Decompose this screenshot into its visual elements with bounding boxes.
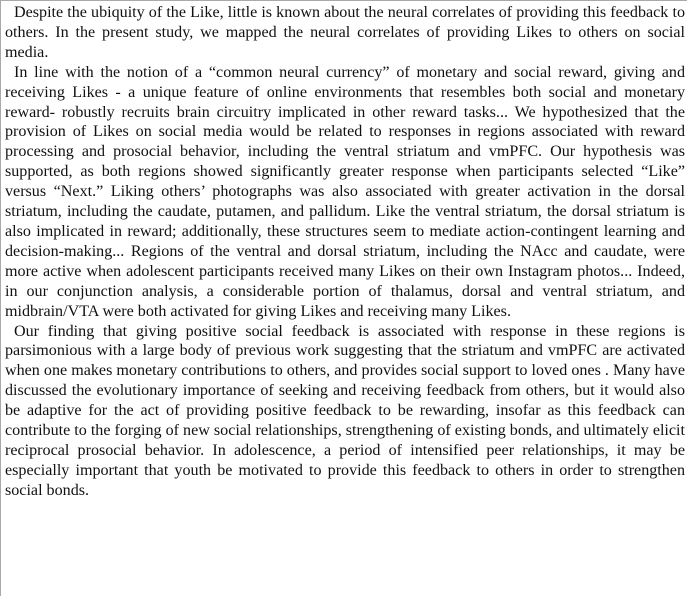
paragraph-2-text: In line with the notion of a “common neural currency” of monetary and social reward, giving and receiving Likes - a unique feature of online environments that resembles both social and monetary reward- robustly recruits brain circuitry implicated in other reward tasks... We hypothesized that the provision of Likes on social media would be related to responses in regions associated with reward processing and prosocial behavior, including the ventral striatum and vmPFC. Our hypothesis was supported, as both regions showed significantly greater response when participants selected “Like” versus “Next.” Liking others’ photographs was also associated with greater activation in the dorsal striatum, including the caudate, putamen, and pallidum. Like the ventral striatum, the dorsal striatum is also implicated in reward; additionally, these structures seem to mediate action-contingent learning and decision-making... Regions of the ventral and dorsal striatum, including the NAcc and caudate, were more active when adolescent participants received many Likes on their own Instagram photos... Indeed, in our conjunction analysis, a considerable portion of thalamus, dorsal and ventral striatum, and midbrain/VTA were both activated for giving Likes and receiving many Likes. [5,63,685,320]
paragraph-3 [5,322,685,501]
paragraph-3-text: Our finding that giving positive social feedback is associated with response in these regions is parsimonious with a large body of previous work suggesting that the striatum and vmPFC are activated when one makes monetary contributions to others, and provides social support to loved ones . Many have discussed the evolutionary importance of seeking and receiving feedback from others, but it would also be adaptive for the act of providing positive feedback to be rewarding, insofar as this feedback can contribute to the forging of new social relationships, strengthening of existing bonds, and ultimately elicit reciprocal prosocial behavior. In adolescence, a period of intensified peer relationships, it may be especially important that youth be motivated to provide this feedback to others in order to strengthen social bonds. [5,322,685,499]
paragraph-1-text: Despite the ubiquity of the Like, little is known about the neural correlates of providing this feedback to others. In the present study, we mapped the neural correlates of providing Likes to others on social media. [5,4,685,61]
paragraph-1 [5,3,685,63]
paragraph-2 [5,63,685,322]
